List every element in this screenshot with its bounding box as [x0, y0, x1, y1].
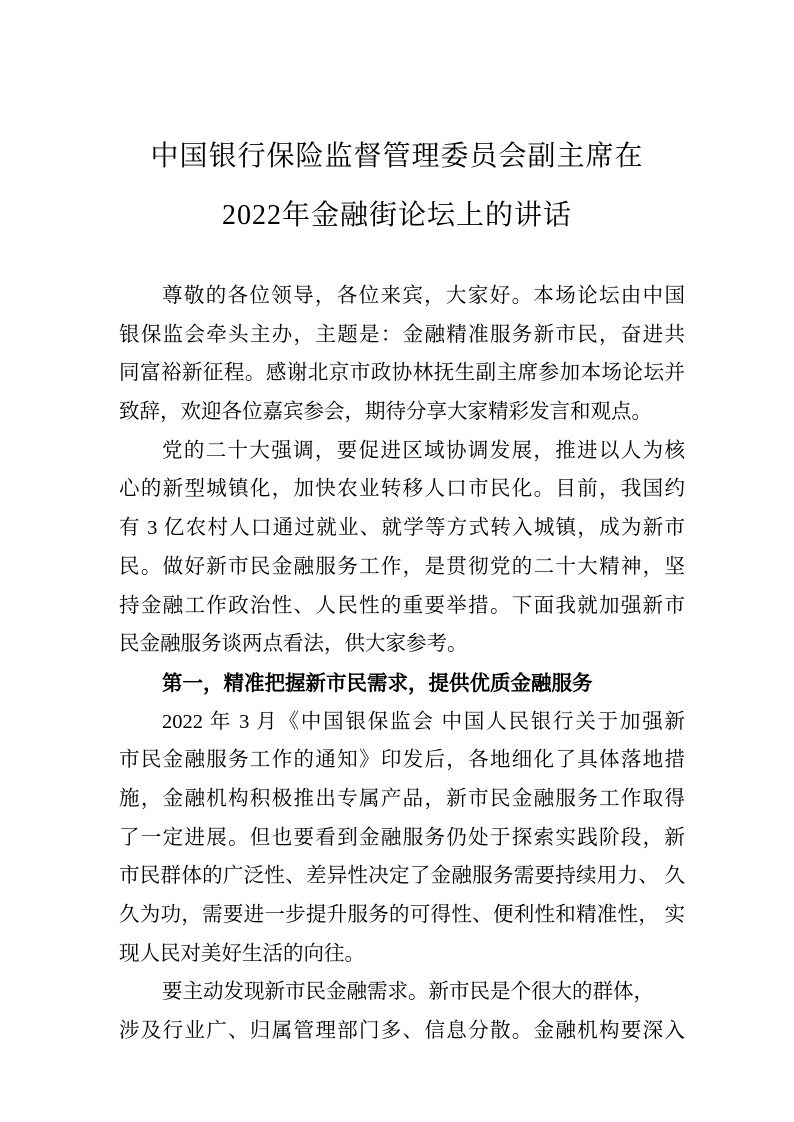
section-heading: [119, 664, 685, 703]
text-line: 银保监会牵头主办，主题是：金融精准服务新市民，奋进共: [119, 323, 685, 346]
text-line: 2022 年 3 月《中国银保监会 中国人民银行关于加强新: [162, 710, 685, 733]
text-line: 久为功，需要进一步提升服务的可得性、便利性和精准性， 实: [119, 904, 685, 926]
text-line: 持金融工作政治性、人民性的重要举措。下面我就加强新市: [119, 594, 685, 617]
text-line: 民。做好新市民金融服务工作，是贯彻党的二十大精神，坚: [119, 555, 685, 578]
text-line: 涉及行业广、归属管理部门多、信息分散。金融机构要深入: [119, 1020, 685, 1043]
text-line: 心的新型城镇化，加快农业转移人口市民化。目前，我国约: [119, 478, 685, 501]
paragraph: [119, 432, 685, 664]
text-line: 了一定进展。但也要看到金融服务仍处于探索实践阶段，新: [119, 826, 685, 849]
text-line: 市民群体的广泛性、差异性决定了金融服务需要持续用力、 久: [119, 865, 685, 888]
text-line: 要主动发现新市民金融需求。新市民是个很大的群体，: [162, 981, 654, 1004]
text-line: 现人民对美好生活的向往。: [119, 942, 365, 965]
text-line: 党的二十大强调，要促进区域协调发展，推进以人为核: [162, 439, 685, 462]
document-body: [119, 277, 685, 1051]
paragraph: [119, 703, 685, 974]
text-line: 尊敬的各位领导，各位来宾，大家好。本场论坛由中国: [162, 285, 685, 307]
text-line: 民金融服务谈两点看法，供大家参考。: [119, 633, 468, 656]
text-line: 有 3 亿农村人口通过就业、就学等方式转入城镇，成为新市: [119, 517, 685, 540]
text-line: 致辞，欢迎各位嘉宾参会，期待分享大家精彩发言和观点。: [119, 401, 652, 424]
document-title-line-2: 2022年金融街论坛上的讲话: [221, 200, 572, 231]
text-line: 市民金融服务工作的通知》印发后，各地细化了具体落地措: [119, 749, 685, 772]
text-line: 同富裕新征程。感谢北京市政协林抚生副主席参加本场论坛并: [119, 362, 685, 385]
text-line: 第一，精准把握新市民需求，提供优质金融服务: [162, 670, 593, 695]
paragraph: [119, 973, 685, 1050]
document-title-line-1: 中国银行保险监督管理委员会副主席在: [150, 141, 644, 172]
paragraph: [119, 277, 685, 432]
text-line: 施，金融机构积极推出专属产品，新市民金融服务工作取得: [119, 787, 685, 810]
